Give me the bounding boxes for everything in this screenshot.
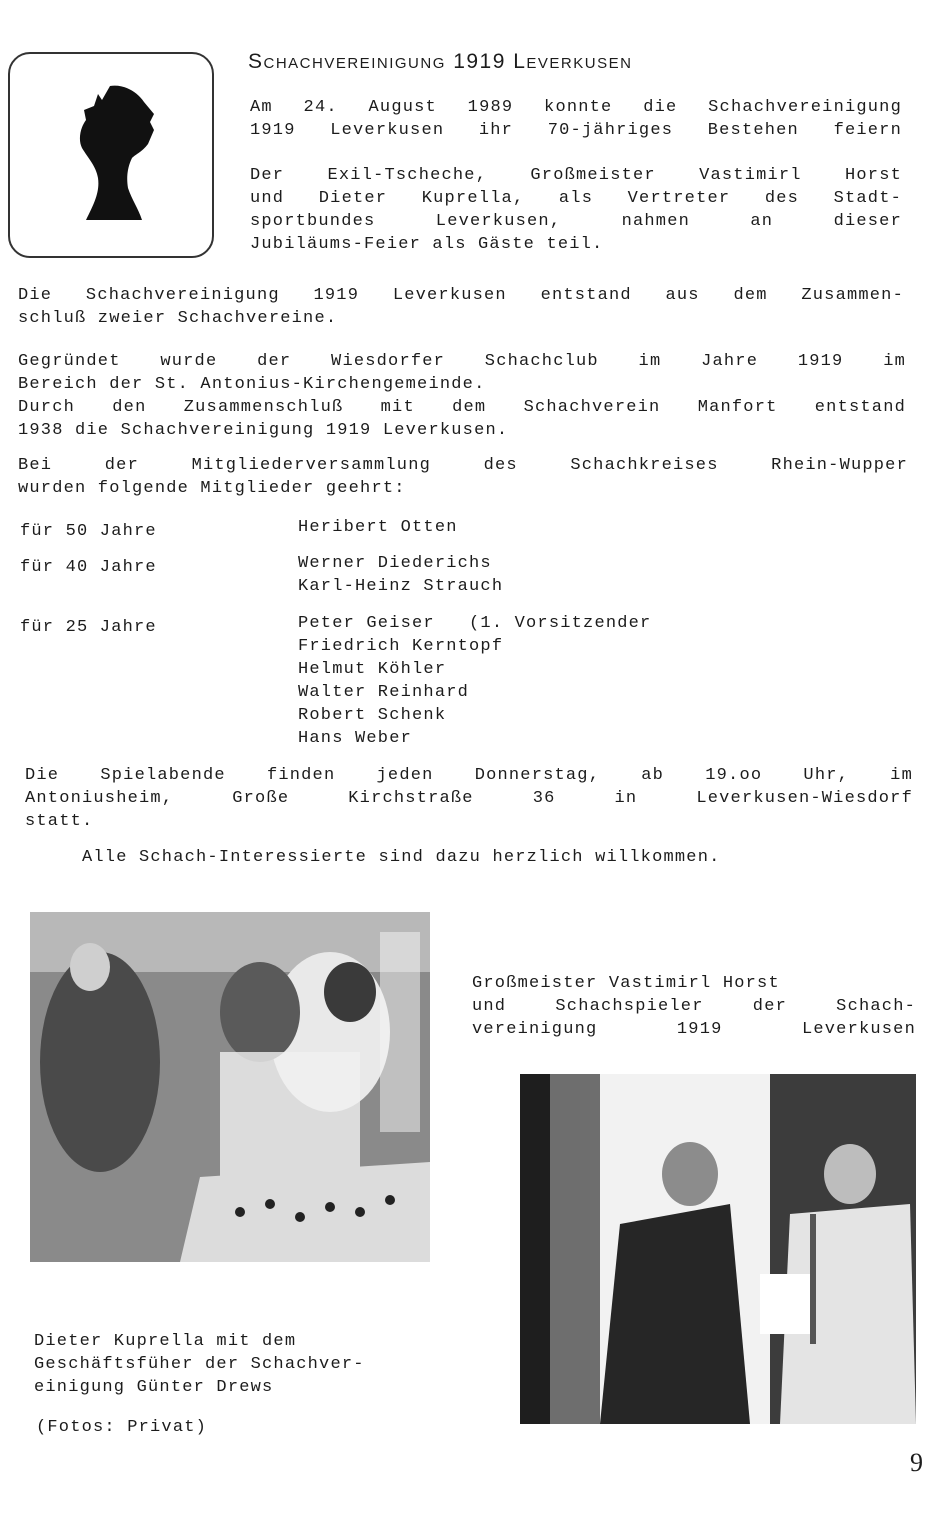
text-line: vereinigung 1919 Leverkusen <box>472 1020 916 1039</box>
intro-paragraph-2 <box>250 164 902 256</box>
text-line: Der Exil-Tscheche, Großmeister Vastimirl Horst <box>250 166 902 185</box>
honor-label: für 50 Jahre <box>20 522 157 541</box>
honor-group <box>20 556 740 616</box>
honor-group <box>20 616 740 766</box>
honor-group <box>20 520 740 556</box>
text-line: Bereich der St. Antonius-Kirchengemeinde. <box>18 375 486 394</box>
photo-image <box>30 912 430 1262</box>
text-line: Bei der Mitgliederversammlung des Schachkreises Rhein-Wupper <box>18 456 908 475</box>
text-line: Durch den Zusammenschluß mit dem Schachverein Manfort entstand <box>18 398 906 417</box>
honor-name: Walter Reinhard <box>298 683 470 702</box>
text-line: und Dieter Kuprella, als Vertreter des Stadt- <box>250 189 902 208</box>
photo-simultaneous-game <box>30 912 430 1262</box>
photo-image <box>520 1074 916 1424</box>
page-number: 9 <box>910 1448 923 1477</box>
text-line: Die Spielabende finden jeden Donnerstag, ab 19.oo Uhr, im <box>25 766 913 785</box>
honor-name: Robert Schenk <box>298 706 447 725</box>
honor-label: für 40 Jahre <box>20 558 157 577</box>
honor-name: Helmut Köhler <box>298 660 447 679</box>
honor-name: Friedrich Kerntopf <box>298 637 504 656</box>
text-line: sportbundes Leverkusen, nahmen an dieser <box>250 212 902 231</box>
text-line: statt. <box>25 812 94 831</box>
honor-name: Hans Weber <box>298 729 413 748</box>
text-line: und Schachspieler der Schach- <box>472 997 916 1016</box>
honor-name: Karl-Heinz Strauch <box>298 577 504 596</box>
honor-name: Werner Diederichs <box>298 554 492 573</box>
text-line: wurden folgende Mitglieder geehrt: <box>18 479 406 498</box>
caption-right <box>472 972 916 1041</box>
text-line: schluß zweier Schachvereine. <box>18 309 338 328</box>
body-paragraph-3 <box>18 454 908 500</box>
honor-name: Heribert Otten <box>298 518 458 537</box>
club-logo <box>8 52 214 258</box>
chess-knight-icon <box>10 54 212 256</box>
meeting-info <box>25 764 913 833</box>
honor-label: für 25 Jahre <box>20 618 157 637</box>
honor-name: Peter Geiser (1. Vorsitzender <box>298 614 652 633</box>
honors-list <box>20 520 740 766</box>
text-line: einigung Günter Drews <box>34 1378 274 1397</box>
body-paragraph-1 <box>18 284 904 330</box>
welcome-line: Alle Schach-Interessierte sind dazu herzlich willkommen. <box>82 848 721 867</box>
text-line: 1938 die Schachvereinigung 1919 Leverkusen. <box>18 421 509 440</box>
text-line: Großmeister Vastimirl Horst <box>472 974 780 993</box>
text-line: Dieter Kuprella mit dem <box>34 1332 297 1351</box>
text-line: Die Schachvereinigung 1919 Leverkusen entstand aus dem Zusammen- <box>18 286 904 305</box>
text-line: Geschäftsfüher der Schachver- <box>34 1355 365 1374</box>
photo-credit: (Fotos: Privat) <box>36 1418 208 1437</box>
photo-horst-presentation <box>520 1074 916 1424</box>
caption-left <box>34 1330 434 1399</box>
page-title: Schachvereinigung 1919 Leverkusen <box>248 50 633 73</box>
text-line: Gegründet wurde der Wiesdorfer Schachclub im Jahre 1919 im <box>18 352 906 371</box>
text-line: Jubiläums-Feier als Gäste teil. <box>250 235 604 254</box>
intro-paragraph-1 <box>250 96 902 142</box>
body-paragraph-2 <box>18 350 906 442</box>
text-line: Antoniusheim, Große Kirchstraße 36 in Leverkusen-Wiesdorf <box>25 789 913 808</box>
text-line: 1919 Leverkusen ihr 70-jähriges Bestehen feiern <box>250 121 902 140</box>
text-line: Am 24. August 1989 konnte die Schachvereinigung <box>250 98 902 117</box>
